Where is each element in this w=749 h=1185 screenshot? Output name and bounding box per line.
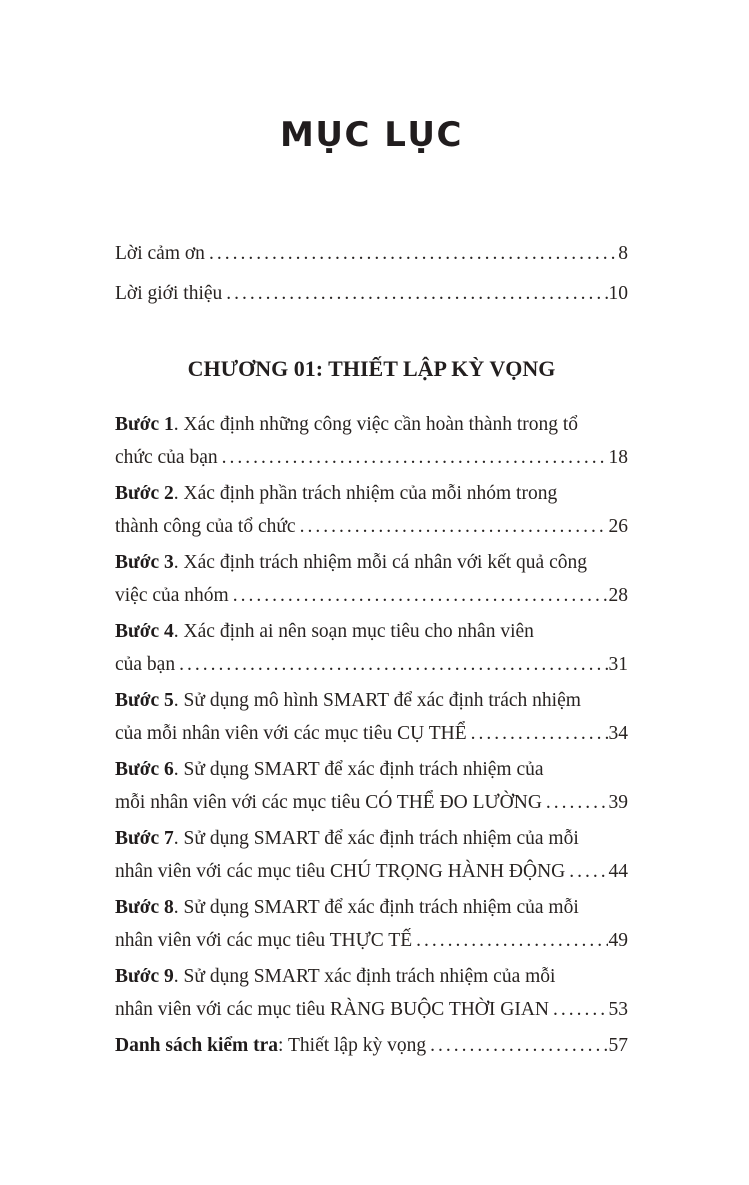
entry-text: . Sử dụng mô hình SMART để xác định trách nhiệm xyxy=(173,690,581,711)
dot-leader xyxy=(226,274,607,314)
page-number: 53 xyxy=(608,999,628,1020)
front-matter-entry xyxy=(115,274,628,314)
page-number: 28 xyxy=(608,585,628,606)
toc-entry-line2 xyxy=(115,855,628,888)
toc-entry-line2 xyxy=(115,579,628,612)
entry-text: mỗi nhân viên với các mục tiêu CÓ THỂ ĐO LƯỜNG xyxy=(115,792,542,813)
step-prefix: Bước 6 xyxy=(115,759,174,780)
entry-text: thành công của tổ chức xyxy=(115,516,296,537)
toc-entry-line2 xyxy=(115,786,628,819)
dot-leader xyxy=(416,924,607,957)
toc-entry-line1 xyxy=(115,753,628,786)
entry-text: . Sử dụng SMART để xác định trách nhiệm của mỗi xyxy=(173,828,579,849)
entry-text: . Sử dụng SMART để xác định trách nhiệm của mỗi xyxy=(173,897,579,918)
toc-entry-line2 xyxy=(115,993,628,1026)
toc-entry-line1 xyxy=(115,960,628,993)
entry-text: . Sử dụng SMART để xác định trách nhiệm của xyxy=(173,759,544,780)
dot-leader xyxy=(430,1029,607,1062)
toc-entry-line1 xyxy=(115,615,628,648)
step-prefix: Bước 7 xyxy=(115,828,174,849)
entry-text: việc của nhóm xyxy=(115,585,229,606)
entry-text: của bạn xyxy=(115,654,176,675)
step-prefix: Bước 8 xyxy=(115,897,174,918)
dot-leader xyxy=(471,717,608,750)
toc-entry xyxy=(115,615,628,681)
entry-text: của mỗi nhân viên với các mục tiêu CỤ THỂ xyxy=(115,723,467,744)
toc-entry-line2 xyxy=(115,510,628,543)
toc-entry-line1 xyxy=(115,477,628,510)
step-prefix: Bước 1 xyxy=(115,414,174,435)
toc-entry-line2 xyxy=(115,441,628,474)
dot-leader xyxy=(209,234,617,274)
page-number: 39 xyxy=(608,792,628,813)
toc-entry-line1 xyxy=(115,684,628,717)
entry-text: nhân viên với các mục tiêu CHÚ TRỌNG HÀNH ĐỘNG xyxy=(115,861,566,882)
toc-entry xyxy=(115,753,628,819)
step-prefix: Bước 3 xyxy=(115,552,174,573)
toc-entry xyxy=(115,408,628,474)
dot-leader xyxy=(569,855,607,888)
page-number: 18 xyxy=(608,447,628,468)
dot-leader xyxy=(300,510,608,543)
entry-text: : Thiết lập kỳ vọng xyxy=(278,1035,427,1056)
step-prefix: Bước 5 xyxy=(115,690,174,711)
front-matter-section xyxy=(115,234,628,314)
toc-entry-line2 xyxy=(115,648,628,681)
page-number: 57 xyxy=(608,1035,628,1056)
toc-entries xyxy=(115,408,628,1062)
page-number: 44 xyxy=(608,861,628,882)
entry-text: . Xác định trách nhiệm mỗi cá nhân với kết quả công xyxy=(173,552,587,573)
toc-entry xyxy=(115,822,628,888)
toc-entry xyxy=(115,684,628,750)
toc-entry-line1 xyxy=(115,546,628,579)
toc-entry xyxy=(115,891,628,957)
dot-leader xyxy=(553,993,608,1026)
dot-leader xyxy=(222,441,608,474)
page-number: 31 xyxy=(608,654,628,675)
step-prefix: Bước 9 xyxy=(115,966,174,987)
page-number: 26 xyxy=(608,516,628,537)
toc-entry-line2 xyxy=(115,717,628,750)
entry-text: . Xác định phần trách nhiệm của mỗi nhóm trong xyxy=(173,483,558,504)
page-number: 49 xyxy=(608,930,628,951)
toc-entry xyxy=(115,477,628,543)
toc-entry xyxy=(115,960,628,1026)
page-title: MỤC LỤC xyxy=(280,115,463,155)
page-number: 8 xyxy=(618,243,628,264)
entry-label: Lời cảm ơn xyxy=(115,243,205,264)
page-number: 34 xyxy=(608,723,628,744)
entry-text: nhân viên với các mục tiêu RÀNG BUỘC THỜI GIAN xyxy=(115,999,549,1020)
step-prefix: Bước 2 xyxy=(115,483,174,504)
page-number: 10 xyxy=(608,283,628,304)
dot-leader xyxy=(546,786,608,819)
toc-entry xyxy=(115,546,628,612)
entry-text: . Sử dụng SMART xác định trách nhiệm của mỗi xyxy=(173,966,556,987)
toc-entry-line2 xyxy=(115,924,628,957)
toc-entry-checklist xyxy=(115,1029,628,1062)
entry-text: . Xác định những công việc cần hoàn thành trong tổ xyxy=(173,414,579,435)
toc-entry-line1 xyxy=(115,408,628,441)
toc-entry-line1 xyxy=(115,822,628,855)
entry-text: nhân viên với các mục tiêu THỰC TẾ xyxy=(115,930,413,951)
step-prefix: Bước 4 xyxy=(115,621,174,642)
dot-leader xyxy=(233,579,608,612)
entry-label: Lời giới thiệu xyxy=(115,283,223,304)
entry-text: . Xác định ai nên soạn mục tiêu cho nhân viên xyxy=(173,621,534,642)
chapter-heading: CHƯƠNG 01: THIẾT LẬP KỲ VỌNG xyxy=(187,356,556,381)
front-matter-entry xyxy=(115,234,628,274)
toc-entry-line1 xyxy=(115,891,628,924)
dot-leader xyxy=(179,648,607,681)
checklist-prefix: Danh sách kiểm tra xyxy=(115,1035,279,1056)
entry-text: chức của bạn xyxy=(115,447,218,468)
